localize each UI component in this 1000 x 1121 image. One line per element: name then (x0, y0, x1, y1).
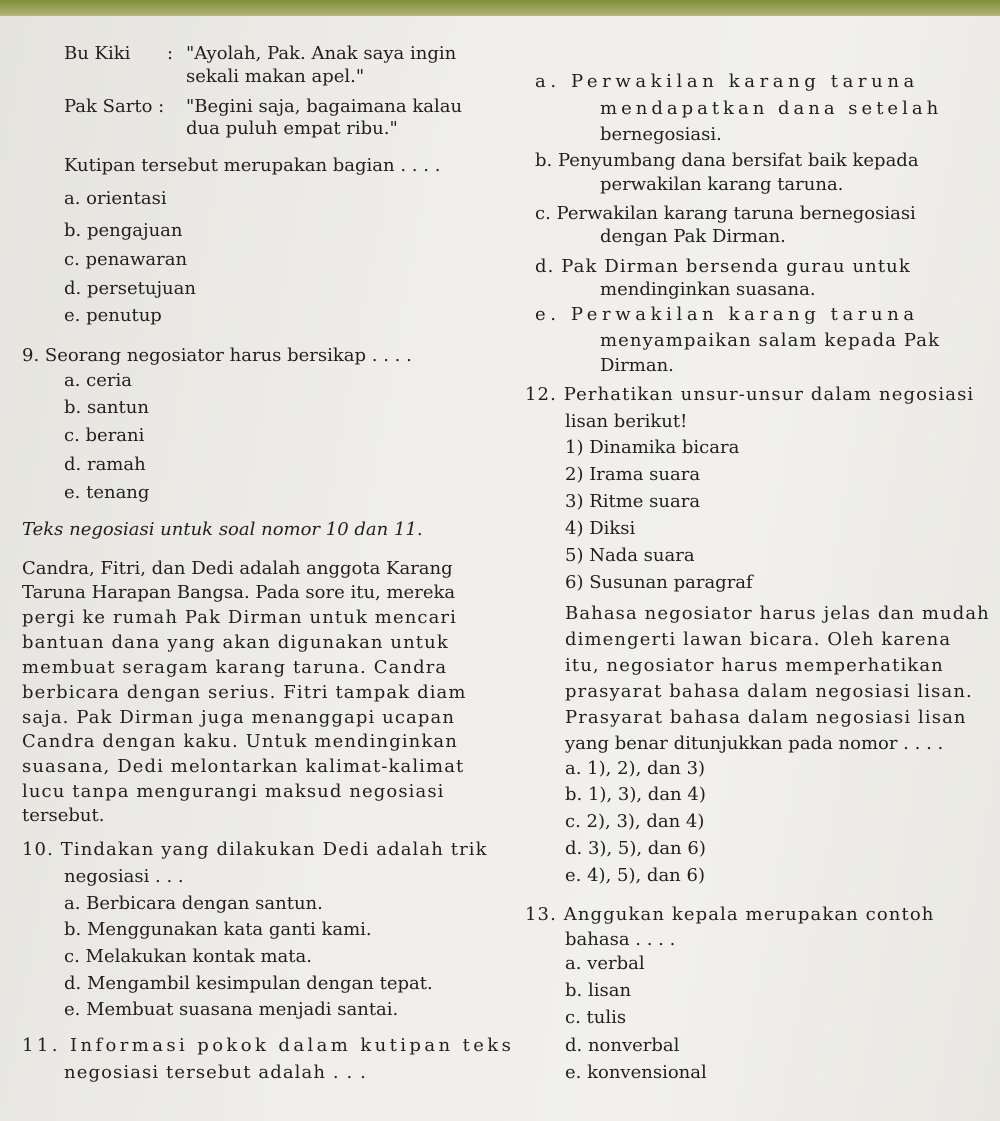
passage-line: tersebut. (22, 805, 105, 826)
passage-line: berbicara dengan serius. Fitri tampak diam (22, 682, 467, 703)
q12-item-6: 6) Susunan paragraf (565, 572, 753, 593)
q8-option-c: c. penawaran (64, 249, 188, 270)
q11-option-a-line1: a. Perwakilan karang taruna (535, 71, 919, 92)
q12-option-e: e. 4), 5), dan 6) (565, 865, 705, 886)
passage-line: lucu tanpa mengurangi maksud negosiasi (22, 781, 445, 802)
q12-paragraph-line: itu, negosiator harus memperhatikan (565, 655, 944, 676)
q11-option-d-line2: mendinginkan suasana. (600, 279, 816, 300)
q10-option-c: c. Melakukan kontak mata. (64, 946, 312, 967)
q10-option-b: b. Menggunakan kata ganti kami. (64, 919, 372, 940)
dialog-line-1a: "Ayolah, Pak. Anak saya ingin (186, 43, 457, 64)
q13-option-a: a. verbal (565, 953, 645, 974)
q12-item-1: 1) Dinamika bicara (565, 437, 740, 458)
q10-option-a: a. Berbicara dengan santun. (64, 893, 323, 914)
passage-line: saja. Pak Dirman juga menanggapi ucapan (22, 707, 456, 728)
q10-option-e: e. Membuat suasana menjadi santai. (64, 999, 399, 1020)
passage-line: membuat seragam karang taruna. Candra (22, 657, 448, 678)
dialog-line-2b: dua puluh empat ribu." (186, 118, 398, 139)
q11-option-e-line1: e. Perwakilan karang taruna (535, 304, 919, 325)
q10-stem-line1: 10. Tindakan yang dilakukan Dedi adalah trik (22, 839, 488, 860)
q11-stem-line2: negosiasi tersebut adalah . . . (64, 1062, 367, 1083)
q9-option-d: d. ramah (64, 454, 146, 475)
text-heading: Teks negosiasi untuk soal nomor 10 dan 11. (22, 519, 423, 540)
q11-option-c-line1: c. Perwakilan karang taruna bernegosiasi (535, 203, 916, 224)
q12-stem-line2: lisan berikut! (565, 411, 688, 432)
q13-option-c: c. tulis (565, 1007, 627, 1028)
q12-option-c: c. 2), 3), dan 4) (565, 811, 705, 832)
q12-item-3: 3) Ritme suara (565, 491, 701, 512)
q8-option-a: a. orientasi (64, 188, 167, 209)
q12-paragraph-line: Prasyarat bahasa dalam negosiasi lisan (565, 707, 967, 728)
q12-paragraph-line: dimengerti lawan bicara. Oleh karena (565, 629, 952, 650)
q8-option-d: d. persetujuan (64, 278, 196, 299)
q11-option-a-line2: mendapatkan dana setelah (600, 98, 943, 119)
passage-line: Candra dengan kaku. Untuk mendinginkan (22, 731, 458, 752)
q11-option-a-line3: bernegosiasi. (600, 124, 722, 145)
q13-stem-line2: bahasa . . . . (565, 929, 676, 950)
passage-line: bantuan dana yang akan digunakan untuk (22, 632, 449, 653)
q11-option-b-line1: b. Penyumbang dana bersifat baik kepada (535, 150, 919, 171)
q12-item-5: 5) Nada suara (565, 545, 695, 566)
dialog-line-1b: sekali makan apel." (186, 66, 365, 87)
q11-option-e-line3: Dirman. (600, 355, 674, 376)
q12-option-a: a. 1), 2), dan 3) (565, 758, 706, 779)
q12-paragraph-line: yang benar ditunjukkan pada nomor . . . . (565, 733, 944, 754)
q13-option-b: b. lisan (565, 980, 632, 1001)
q9-option-c: c. berani (64, 425, 145, 446)
q12-option-d: d. 3), 5), dan 6) (565, 838, 706, 859)
q13-option-e: e. konvensional (565, 1062, 707, 1083)
q11-option-e-line2: menyampaikan salam kepada Pak (600, 330, 941, 351)
q12-paragraph-line: prasyarat bahasa dalam negosiasi lisan. (565, 681, 973, 702)
speaker-bu-kiki: Bu Kiki (64, 43, 131, 64)
passage-line: Candra, Fitri, dan Dedi adalah anggota Karang (22, 558, 453, 579)
q9-option-a: a. ceria (64, 370, 133, 391)
q8-stem: Kutipan tersebut merupakan bagian . . . . (64, 155, 441, 176)
q9-option-e: e. tenang (64, 482, 150, 503)
dialog-line-2a: "Begini saja, bagaimana kalau (186, 96, 463, 117)
passage-line: Taruna Harapan Bangsa. Pada sore itu, mereka (22, 582, 456, 603)
q13-option-d: d. nonverbal (565, 1035, 680, 1056)
q8-option-e: e. penutup (64, 305, 162, 326)
q12-paragraph-line: Bahasa negosiator harus jelas dan mudah (565, 603, 990, 624)
q11-stem-line1: 11. Informasi pokok dalam kutipan teks (22, 1035, 515, 1056)
q11-option-c-line2: dengan Pak Dirman. (600, 226, 786, 247)
q8-option-b: b. pengajuan (64, 220, 183, 241)
q12-item-4: 4) Diksi (565, 518, 636, 539)
q11-option-d-line1: d. Pak Dirman bersenda gurau untuk (535, 256, 911, 277)
q10-option-d: d. Mengambil kesimpulan dengan tepat. (64, 973, 433, 994)
q9-stem: 9. Seorang negosiator harus bersikap . . . . (22, 345, 412, 366)
q11-option-b-line2: perwakilan karang taruna. (600, 174, 844, 195)
q10-stem-line2: negosiasi . . . (64, 866, 184, 887)
q9-option-b: b. santun (64, 397, 149, 418)
q12-option-b: b. 1), 3), dan 4) (565, 784, 706, 805)
passage-line: suasana, Dedi melontarkan kalimat-kalimat (22, 756, 465, 777)
speaker-colon: : (167, 43, 174, 64)
q12-stem-line1: 12. Perhatikan unsur-unsur dalam negosiasi (525, 384, 975, 405)
speaker-pak-sarto: Pak Sarto : (64, 96, 165, 117)
q13-stem-line1: 13. Anggukan kepala merupakan contoh (525, 904, 935, 925)
q12-item-2: 2) Irama suara (565, 464, 701, 485)
passage-line: pergi ke rumah Pak Dirman untuk mencari (22, 607, 457, 628)
